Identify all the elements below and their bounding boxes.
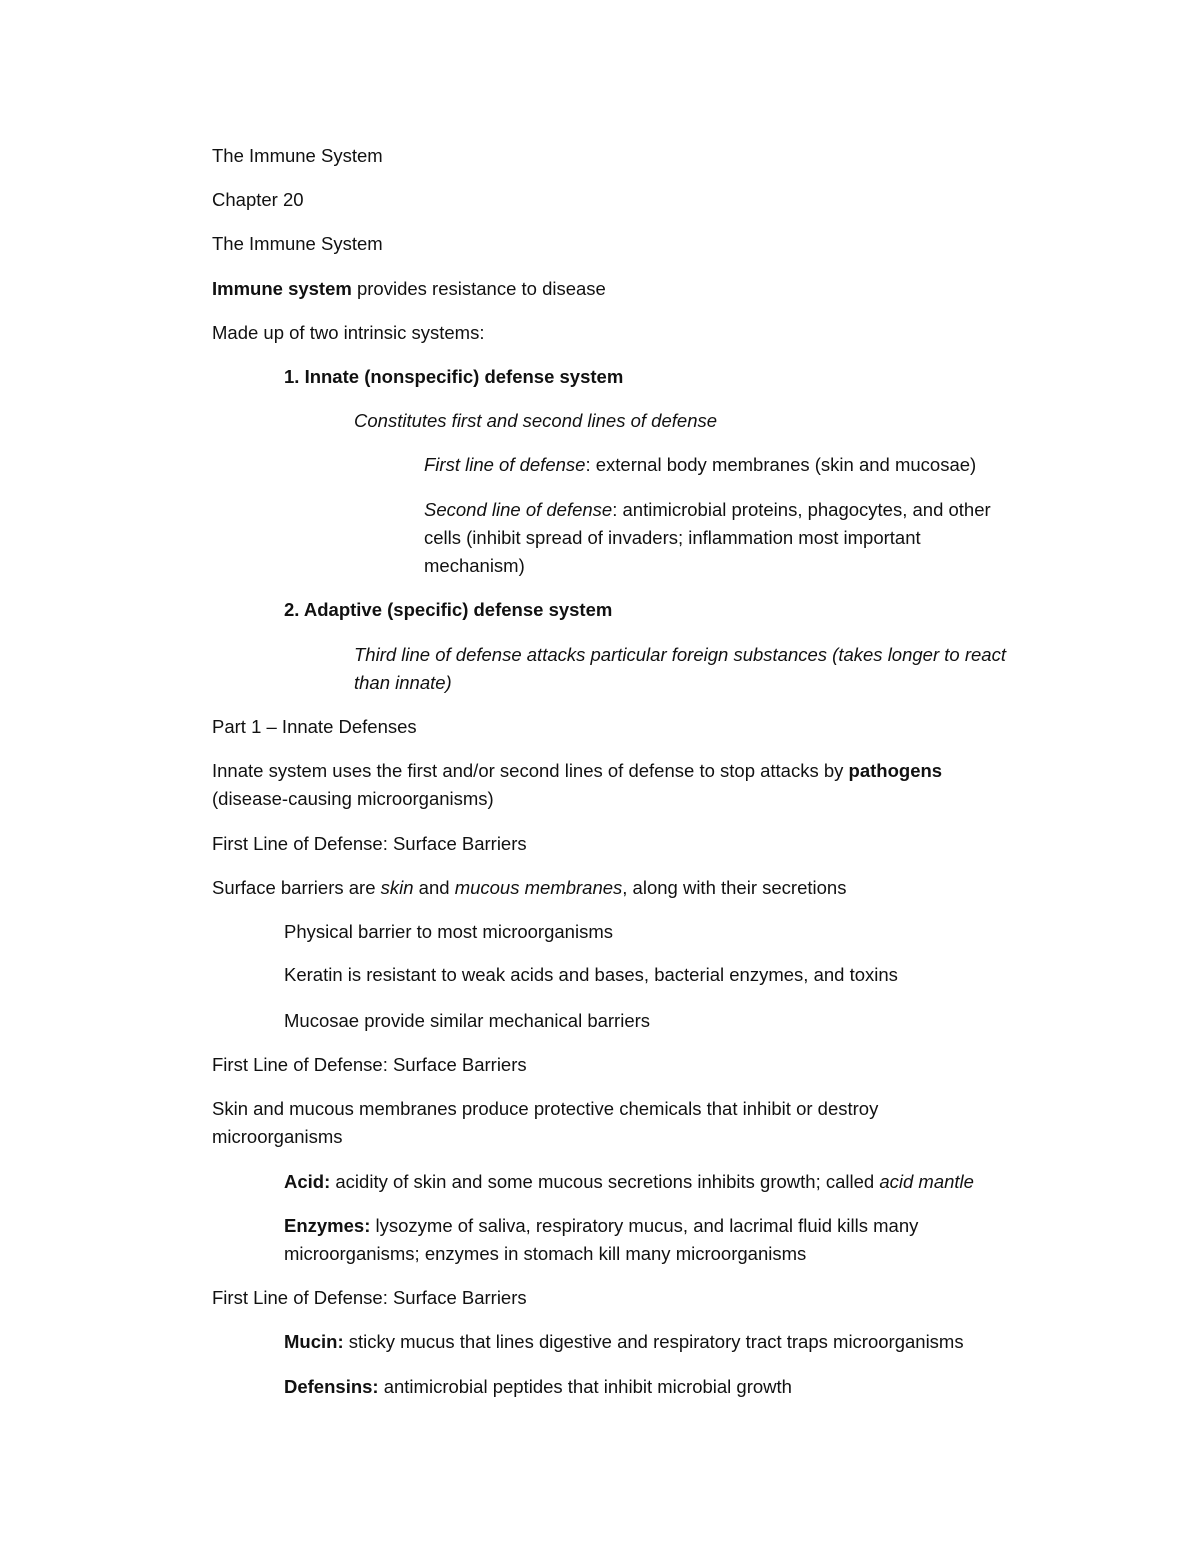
chapter-label: Chapter 20: [212, 189, 304, 210]
second-line-text-2: cells (inhibit spread of invaders; inflammation most important: [424, 527, 921, 548]
innate-uses-line-2: (disease-causing microorganisms): [212, 788, 494, 809]
acid-label: Acid:: [284, 1171, 331, 1192]
mucin-item: Mucin: sticky mucus that lines digestive and respiratory tract traps microorganisms: [284, 1331, 964, 1352]
made-up-line: Made up of two intrinsic systems:: [212, 322, 485, 343]
adaptive-heading: 2. Adaptive (specific) defense system: [284, 599, 613, 620]
skin-chemicals-line-1: Skin and mucous membranes produce protective chemicals that inhibit or destroy: [212, 1098, 879, 1119]
first-line-text: : external body membranes (skin and mucosae): [585, 454, 977, 475]
adaptive-line-2: than innate): [354, 672, 452, 693]
enzymes-line-2: microorganisms; enzymes in stomach kill many microorganisms: [284, 1243, 807, 1264]
second-line-label: Second line of defense: [424, 499, 613, 520]
section-title: The Immune System: [212, 233, 383, 254]
physical-barrier-item: Physical barrier to most microorganisms: [284, 921, 613, 942]
surface-barriers-heading-1: First Line of Defense: Surface Barriers: [212, 833, 527, 854]
surface-barriers-heading-2: First Line of Defense: Surface Barriers: [212, 1054, 527, 1075]
first-line-label: First line of defense: [424, 454, 586, 475]
part1-heading: Part 1 – Innate Defenses: [212, 716, 417, 737]
acid-item: Acid: acidity of skin and some mucous secretions inhibits growth; called acid mantle: [284, 1171, 974, 1192]
first-line-item: [424, 451, 976, 479]
mucosae-item: Mucosae provide similar mechanical barriers: [284, 1010, 651, 1031]
adaptive-line-1: Third line of defense attacks particular foreign substances (takes longer to react: [354, 644, 1006, 665]
second-line-item: [424, 496, 991, 524]
innate-uses-line-1: Innate system uses the first and/or second lines of defense to stop attacks by pathogens: [212, 760, 943, 781]
enzymes-label: Enzymes:: [284, 1215, 371, 1236]
intro-line: [212, 275, 606, 303]
pathogens-term: pathogens: [848, 760, 943, 781]
mucin-label: Mucin:: [284, 1331, 344, 1352]
defensins-item: Defensins: antimicrobial peptides that inhibit microbial growth: [284, 1376, 792, 1397]
innate-heading: 1. Innate (nonspecific) defense system: [284, 366, 624, 387]
second-line-text-3: mechanism): [424, 555, 525, 576]
acid-mantle-term: acid mantle: [879, 1171, 974, 1192]
constitutes-line: Constitutes first and second lines of defense: [354, 410, 718, 431]
document-title: The Immune System: [212, 145, 383, 166]
second-line-text-1: : antimicrobial proteins, phagocytes, and other: [612, 499, 991, 520]
intro-term: Immune system: [212, 278, 352, 299]
surface-barriers-line: Surface barriers are skin and mucous membranes, along with their secretions: [212, 877, 847, 898]
intro-text: provides resistance to disease: [351, 278, 606, 299]
keratin-item: Keratin is resistant to weak acids and bases, bacterial enzymes, and toxins: [284, 964, 898, 985]
skin-chemicals-line-2: microorganisms: [212, 1126, 343, 1147]
defensins-label: Defensins:: [284, 1376, 379, 1397]
enzymes-item: Enzymes: lysozyme of saliva, respiratory mucus, and lacrimal fluid kills many: [284, 1215, 919, 1236]
surface-barriers-heading-3: First Line of Defense: Surface Barriers: [212, 1287, 527, 1308]
